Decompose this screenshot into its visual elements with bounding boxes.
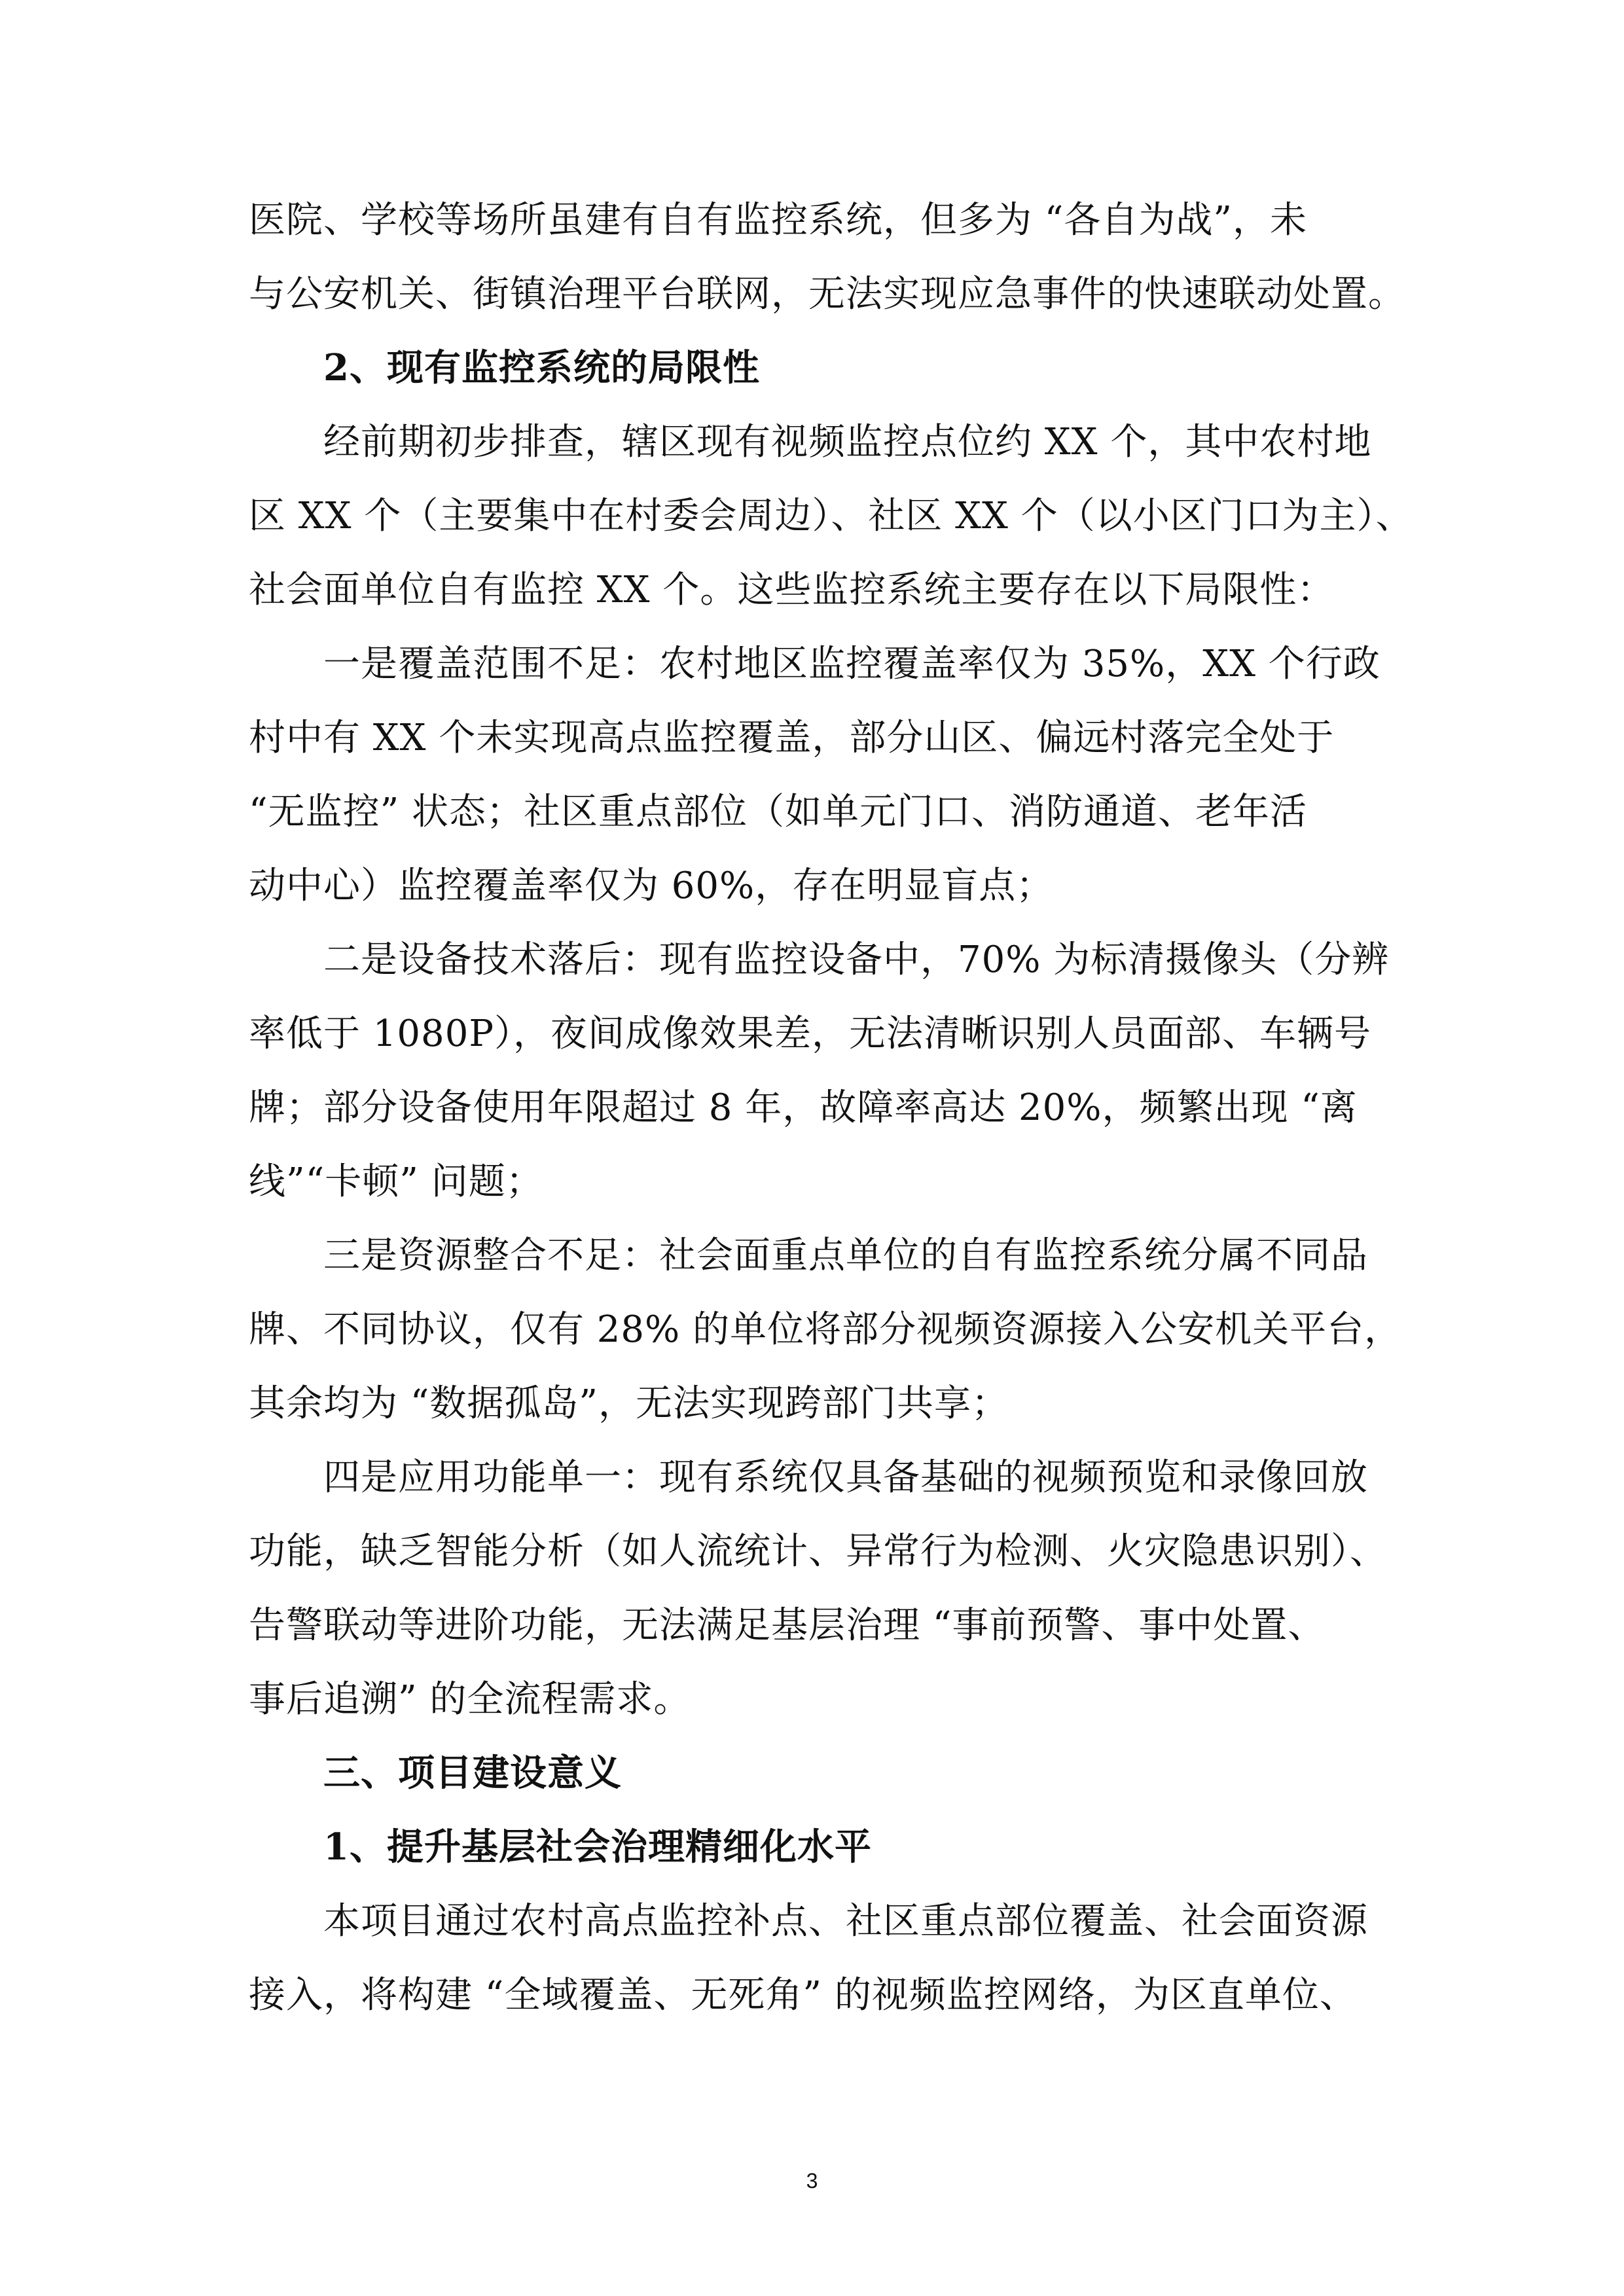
- paragraph-line: 本项目通过农村高点监控补点、社区重点部位覆盖、社会面资源: [323, 1900, 1368, 1943]
- paragraph-line: 三是资源整合不足：社会面重点单位的自有监控系统分属不同品: [323, 1234, 1368, 1277]
- paragraph-line: 其余均为 “数据孤岛”，无法实现跨部门共享；: [249, 1382, 1009, 1425]
- paragraph-line: 线”“卡顿” 问题；: [249, 1160, 543, 1203]
- paragraph-line: 事后追溯” 的全流程需求。: [249, 1678, 691, 1721]
- paragraph-line: 社会面单位自有监控 XX 个。这些监控系统主要存在以下局限性：: [249, 569, 1335, 611]
- page-number: 3: [806, 2169, 818, 2193]
- paragraph-line: 经前期初步排查，辖区现有视频监控点位约 XX 个，其中农村地: [323, 421, 1372, 463]
- paragraph-line: 接入，将构建 “全域覆盖、无死角” 的视频监控网络，为区直单位、: [249, 1974, 1357, 2017]
- paragraph-line: 动中心）监控覆盖率仅为 60%，存在明显盲点；: [249, 865, 1054, 907]
- paragraph-line: 告警联动等进阶功能，无法满足基层治理 “事前预警、事中处置、: [249, 1604, 1326, 1647]
- paragraph-line: 功能，缺乏智能分析（如人流统计、异常行为检测、火灾隐患识别）、: [249, 1530, 1387, 1573]
- paragraph-line: 与公安机关、街镇治理平台联网，无法实现应急事件的快速联动处置。: [249, 273, 1405, 315]
- paragraph-line: 区 XX 个（主要集中在村委会周边）、社区 XX 个（以小区门口为主）、: [249, 495, 1413, 537]
- paragraph-line: 四是应用功能单一：现有系统仅具备基础的视频预览和录像回放: [323, 1456, 1368, 1499]
- paragraph-line: 率低于 1080P），夜间成像效果差，无法清晰识别人员面部、车辆号: [249, 1013, 1371, 1055]
- section-heading: 2、现有监控系统的局限性: [323, 346, 760, 389]
- paragraph-line: 二是设备技术落后：现有监控设备中，70% 为标清摄像头（分辨: [323, 939, 1390, 981]
- paragraph-line: 村中有 XX 个未实现高点监控覆盖，部分山区、偏远村落完全处于: [249, 717, 1335, 759]
- paragraph-line: “无监控” 状态；社区重点部位（如单元门口、消防通道、老年活: [249, 791, 1308, 833]
- section-heading: 三、项目建设意义: [323, 1751, 622, 1795]
- paragraph-line: 一是覆盖范围不足：农村地区监控覆盖率仅为 35%，XX 个行政: [323, 643, 1380, 685]
- paragraph-line: 牌、不同协议，仅有 28% 的单位将部分视频资源接入公安机关平台，: [249, 1308, 1402, 1351]
- section-heading: 1、提升基层社会治理精细化水平: [323, 1825, 872, 1869]
- document-body: [249, 183, 1413, 2032]
- paragraph-line: 牌；部分设备使用年限超过 8 年，故障率高达 20%，频繁出现 “离: [249, 1086, 1358, 1129]
- paragraph-line: 医院、学校等场所虽建有自有监控系统，但多为 “各自为战”，未: [249, 199, 1308, 242]
